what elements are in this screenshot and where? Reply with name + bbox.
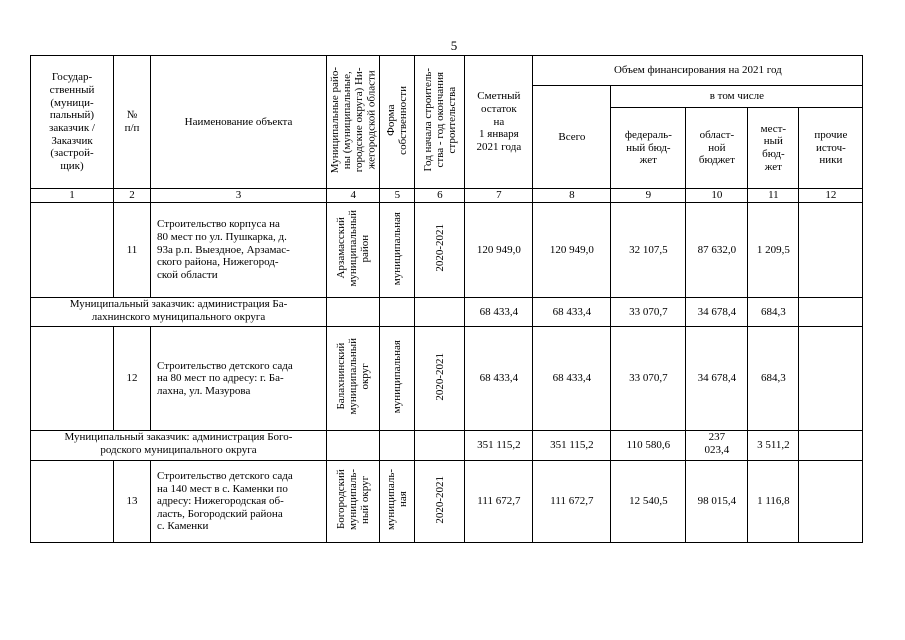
header-years-cell — [415, 56, 465, 189]
district-cell — [327, 461, 380, 543]
header-other: прочие источ- ники — [799, 108, 863, 189]
row-number: 11 — [114, 203, 151, 298]
district: Богородский муниципаль- ный округ — [335, 469, 372, 531]
local: 1 116,8 — [748, 461, 799, 543]
district: Балахнинский муниципальный округ — [335, 338, 372, 415]
object-name: Строительство корпуса на 80 мест по ул. Пушкарка, д. 93а р.п. Выездное, Арзамас- ского района, Нижегород- ской области — [151, 203, 327, 298]
row-customer-cell — [31, 203, 114, 298]
col-number: 9 — [611, 189, 686, 203]
other — [799, 327, 863, 431]
federal: 32 107,5 — [611, 203, 686, 298]
header-customer: Государ- ственный (муници- пальный) заказчик / Заказчик (застрой- щик) — [31, 56, 114, 189]
federal: 12 540,5 — [611, 461, 686, 543]
col-number: 12 — [799, 189, 863, 203]
table-row — [31, 327, 863, 431]
header-ownership: Форма собственности — [385, 85, 410, 155]
col-number: 8 — [533, 189, 611, 203]
empty-cell — [415, 298, 465, 327]
balance: 68 433,4 — [465, 327, 533, 431]
customer-row — [31, 431, 863, 461]
header-total: Всего — [533, 86, 611, 189]
ownership-cell — [380, 461, 415, 543]
col-number: 6 — [415, 189, 465, 203]
other — [799, 461, 863, 543]
years-cell — [415, 327, 465, 431]
row-number: 13 — [114, 461, 151, 543]
header-district: Муниципальные райо- ны (муниципальные, городские округа) Ни- жегородской области — [329, 67, 378, 174]
customer-name: Муниципальный заказчик: администрация Бого- родского муниципального округа — [31, 431, 327, 461]
empty-cell — [415, 431, 465, 461]
header-years: Год начала строитель- ства - год окончания строительства — [421, 68, 458, 172]
federal: 33 070,7 — [611, 298, 686, 327]
balance: 120 949,0 — [465, 203, 533, 298]
col-number: 7 — [465, 189, 533, 203]
balance: 68 433,4 — [465, 298, 533, 327]
other — [799, 431, 863, 461]
column-number-row — [31, 189, 863, 203]
col-number: 3 — [151, 189, 327, 203]
col-number: 2 — [114, 189, 151, 203]
balance: 351 115,2 — [465, 431, 533, 461]
balance: 111 672,7 — [465, 461, 533, 543]
row-customer-cell — [31, 327, 114, 431]
years-cell — [415, 461, 465, 543]
ownership-cell — [380, 327, 415, 431]
empty-cell — [327, 298, 380, 327]
header-row-1 — [31, 56, 863, 86]
local: 684,3 — [748, 327, 799, 431]
ownership: муниципальная — [391, 211, 404, 285]
ownership: муниципаль- ная — [385, 469, 410, 531]
empty-cell — [380, 431, 415, 461]
header-federal: федераль- ный бюд- жет — [611, 108, 686, 189]
regional: 34 678,4 — [686, 327, 748, 431]
total: 111 672,7 — [533, 461, 611, 543]
col-number: 11 — [748, 189, 799, 203]
header-balance: Сметный остаток на 1 января 2021 года — [465, 56, 533, 189]
row-customer-cell — [31, 461, 114, 543]
header-local: мест- ный бюд- жет — [748, 108, 799, 189]
header-regional: област- ной бюджет — [686, 108, 748, 189]
customer-row — [31, 298, 863, 327]
customer-name: Муниципальный заказчик: администрация Ба- лахнинского муниципального округа — [31, 298, 327, 327]
district-cell — [327, 203, 380, 298]
table-row — [31, 203, 863, 298]
ownership-cell — [380, 203, 415, 298]
total: 68 433,4 — [533, 327, 611, 431]
col-number: 5 — [380, 189, 415, 203]
other — [799, 298, 863, 327]
ownership: муниципальная — [391, 340, 404, 414]
object-name: Строительство детского сада на 80 мест по адресу: г. Ба- лахна, ул. Мазурова — [151, 327, 327, 431]
years-cell — [415, 203, 465, 298]
header-number: № п/п — [114, 56, 151, 189]
header-district-cell — [327, 56, 380, 189]
regional: 237 023,4 — [686, 431, 748, 461]
table-row — [31, 461, 863, 543]
col-number: 4 — [327, 189, 380, 203]
header-funding: Объем финансирования на 2021 год — [533, 56, 863, 86]
object-name: Строительство детского сада на 140 мест в с. Каменки по адресу: Нижегородская об- ласть, Богородский района с. Каменки — [151, 461, 327, 543]
page-number: 5 — [450, 38, 458, 53]
total: 120 949,0 — [533, 203, 611, 298]
local: 1 209,5 — [748, 203, 799, 298]
local: 684,3 — [748, 298, 799, 327]
financing-table — [30, 55, 863, 543]
empty-cell — [380, 298, 415, 327]
federal: 110 580,6 — [611, 431, 686, 461]
district-cell — [327, 327, 380, 431]
col-number: 1 — [31, 189, 114, 203]
regional: 98 015,4 — [686, 461, 748, 543]
header-object-name: Наименование объекта — [151, 56, 327, 189]
years: 2020-2021 — [433, 352, 446, 401]
total: 68 433,4 — [533, 298, 611, 327]
empty-cell — [327, 431, 380, 461]
years: 2020-2021 — [433, 224, 446, 273]
federal: 33 070,7 — [611, 327, 686, 431]
local: 3 511,2 — [748, 431, 799, 461]
regional: 87 632,0 — [686, 203, 748, 298]
col-number: 10 — [686, 189, 748, 203]
row-number: 12 — [114, 327, 151, 431]
total: 351 115,2 — [533, 431, 611, 461]
header-ownership-cell — [380, 56, 415, 189]
header-including: в том числе — [611, 86, 863, 108]
regional: 34 678,4 — [686, 298, 748, 327]
other — [799, 203, 863, 298]
district: Арзамасский муниципальный район — [335, 209, 372, 287]
years: 2020-2021 — [433, 475, 446, 524]
